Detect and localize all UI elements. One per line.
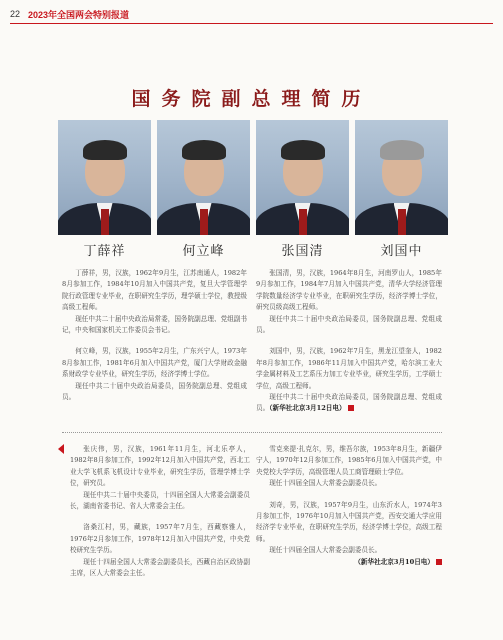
triangle-marker-icon (58, 444, 64, 454)
bio-paragraph: 张庆伟，男，汉族，1961年11月生，河北乐亭人，1982年8月参加工作，1992年12月加入中国共产党，西北工业大学飞机系飞机设计专业毕业，研究生学历，管理学博士学位，研究员。 (70, 445, 250, 488)
news-source: （新华社北京3月12日电） (269, 404, 346, 413)
bio-column-lower-left (70, 444, 250, 579)
header-divider (10, 23, 493, 24)
bio-paragraph: 现任中共二十届中央政治局委员，国务院副总理、党组成员。（新华社北京3月12日电） (256, 393, 442, 413)
portrait-row (58, 120, 448, 235)
bio-paragraph: 现任中共二十届中央政治局委员，国务院副总理、党组成员。 (256, 314, 442, 335)
bio-paragraph: 现任中共二十届中央政治局常委，国务院副总理、党组副书记，中央和国家机关工作委员会书记。 (62, 314, 247, 335)
portrait-he-lifeng (157, 120, 250, 235)
bio-paragraph: 雪克来提·扎克尔，男，维吾尔族，1953年8月生，新疆伊宁人，1970年12月参加工作，1985年6月加入中国共产党，中央党校大学学历，高级管理人员工商管理硕士学位。 (256, 445, 442, 476)
page-header (10, 6, 493, 22)
bio-paragraph: 现任十四届全国人大常委会副委员长，西藏自治区政协副主席，区人大常委会主任。 (70, 557, 250, 578)
bio-column-left (62, 268, 247, 403)
end-mark-icon (348, 405, 354, 411)
bio-column-lower-right (256, 444, 442, 568)
news-source-line (256, 557, 442, 568)
bio-column-right (256, 268, 442, 415)
portrait-liu-guozhong (355, 120, 448, 235)
bio-paragraph: 现任中共二十届中央政治局委员，国务院副总理、党组成员。 (62, 381, 247, 402)
leader-name: 张国清 (281, 244, 324, 259)
header-title: 2023年全国两会特别报道 (28, 9, 130, 20)
leader-name: 刘国中 (380, 244, 423, 259)
leader-name: 丁薛祥 (83, 244, 126, 259)
bio-paragraph: 丁薛祥，男，汉族，1962年9月生，江苏南通人，1982年8月参加工作，1984年10月加入中国共产党，复旦大学管理学院行政管理专业毕业，在职研究生学历，理学硕士学位，教授级高级工程师。 (62, 269, 247, 312)
bio-paragraph: 刘国中，男，汉族，1962年7月生，黑龙江望奎人，1982年8月参加工作，1986年11月加入中国共产党，哈尔滨工业大学金属材料及工艺系压力加工专业毕业，研究生学历，工学硕士学位，高级工程师。 (256, 347, 442, 390)
bio-paragraph: 现任中共二十届中央委员，十四届全国人大常委会副委员长，湖南省委书记、省人大常委会主任。 (70, 490, 250, 511)
news-source: （新华社北京3月10日电） (354, 557, 434, 566)
leader-name: 何立峰 (182, 244, 225, 259)
bio-paragraph: 刘奇，男，汉族，1957年9月生，山东沂水人，1974年3月参加工作，1976年10月加入中国共产党，西安交通大学应用经济学专业毕业，在职研究生学历，经济学博士学位，高级工程师。 (256, 500, 442, 543)
bio-paragraph: 现任十四届全国人大常委会副委员长。 (269, 479, 382, 488)
page-title: 国务院副总理简历 (131, 88, 372, 110)
page-number: 22 (10, 9, 21, 19)
bio-paragraph: 洛桑江村，男，藏族，1957年7月生，西藏察雅人，1976年2月参加工作，1978年12月加入中国共产党，中央党校研究生学历。 (70, 523, 250, 555)
portrait-zhang-guoqing (256, 120, 349, 235)
bio-paragraph: 何立峰，男，汉族，1955年2月生，广东兴宁人，1973年8月参加工作，1981年6月加入中国共产党，厦门大学财政金融系财政学专业毕业，研究生学历，经济学博士学位。 (62, 347, 247, 379)
end-mark-icon (436, 559, 442, 565)
bio-paragraph: 现任十四届全国人大常委会副委员长。 (269, 546, 382, 555)
bio-paragraph: 张国清，男，汉族，1964年8月生，河南罗山人，1985年9月参加工作，1984年7月加入中国共产党，清华大学经济管理学院数量经济学专业毕业，在职研究生学历，经济学博士学位，研究员级高级工程师。 (256, 269, 442, 312)
portrait-ding-xuexiang (58, 120, 151, 235)
name-row (58, 240, 448, 259)
section-divider (62, 432, 442, 433)
